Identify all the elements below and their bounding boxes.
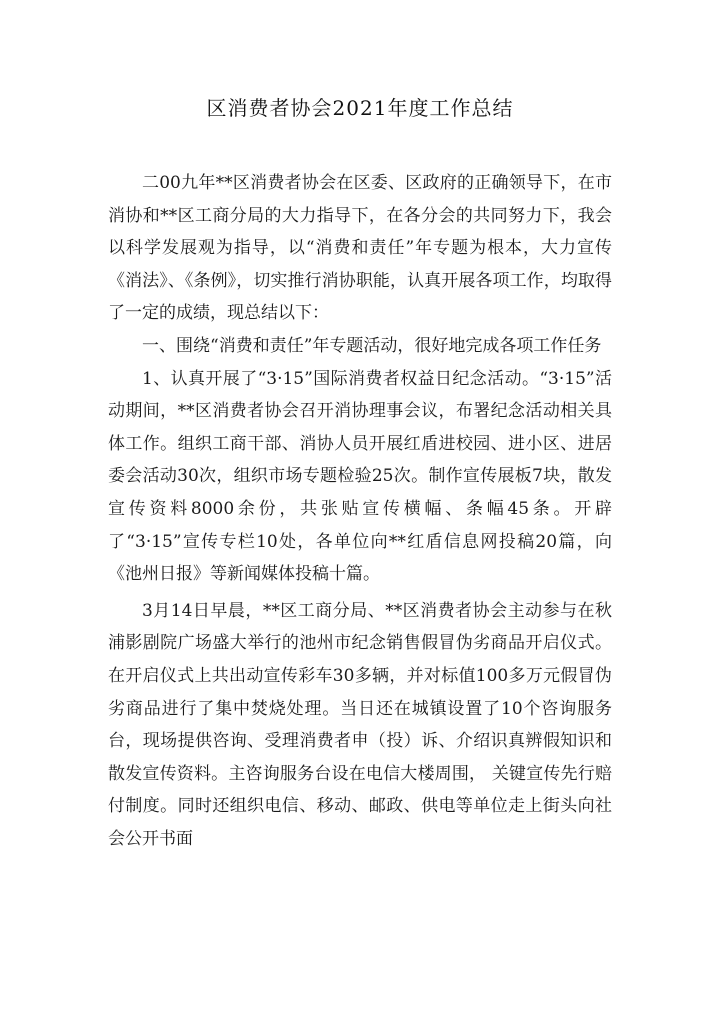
paragraph-intro: 二00九年**区消费者协会在区委、区政府的正确领导下，在市消协和**区工商分局的大力指导下，在各分会的共同努力下，我会以科学发展观为指导，以“消费和责任”年专题为根本，大力宣传《消法》、《条例》，切实推行消协职能，认真开展各项工作，均取得了一定的成绩，现总结以下： — [108, 173, 612, 324]
paragraph-item-1: 1、认真开展了“3·15”国际消费者权益日纪念活动。“3·15”活动期间，**区消费者协会召开消协理事会议，布署纪念活动相关具体工作。组织工商干部、消协人员开展红盾进校园、进小区、进居委会活动30次，组织市场专题检验25次。制作宣传展板7块，散发宣传资料8000余份，共张贴宣传横幅、条幅45条。开辟了“3·15”宣传专栏10处，各单位向**红盾信息网投稿20篇，向《池州日报》等新闻媒体投稿十篇。 — [108, 368, 612, 585]
document-body — [108, 167, 612, 855]
section-heading-1: 一、围绕“消费和责任”年专题活动，很好地完成各项工作任务 — [142, 335, 602, 356]
paragraph-march-14: 3月14日早晨，**区工商分局、**区消费者协会主动参与在秋浦影剧院广场盛大举行的池州市纪念销售假冒伪劣商品开启仪式。在开启仪式上共出动宣传彩车30多辆，并对标值100多万元假冒伪劣商品进行了集中焚烧处理。当日还在城镇设置了10个咨询服务台，现场提供咨询、受理消费者申（投）诉、介绍识真辨假知识和散发宣传资料。主咨询服务台设在电信大楼周围， 关键宣传先行赔付制度。同时还组织电信、移动、邮政、供电等单位走上街头向社会公开书面 — [108, 600, 612, 849]
document-title: 区消费者协会2021年度工作总结 — [206, 96, 514, 120]
